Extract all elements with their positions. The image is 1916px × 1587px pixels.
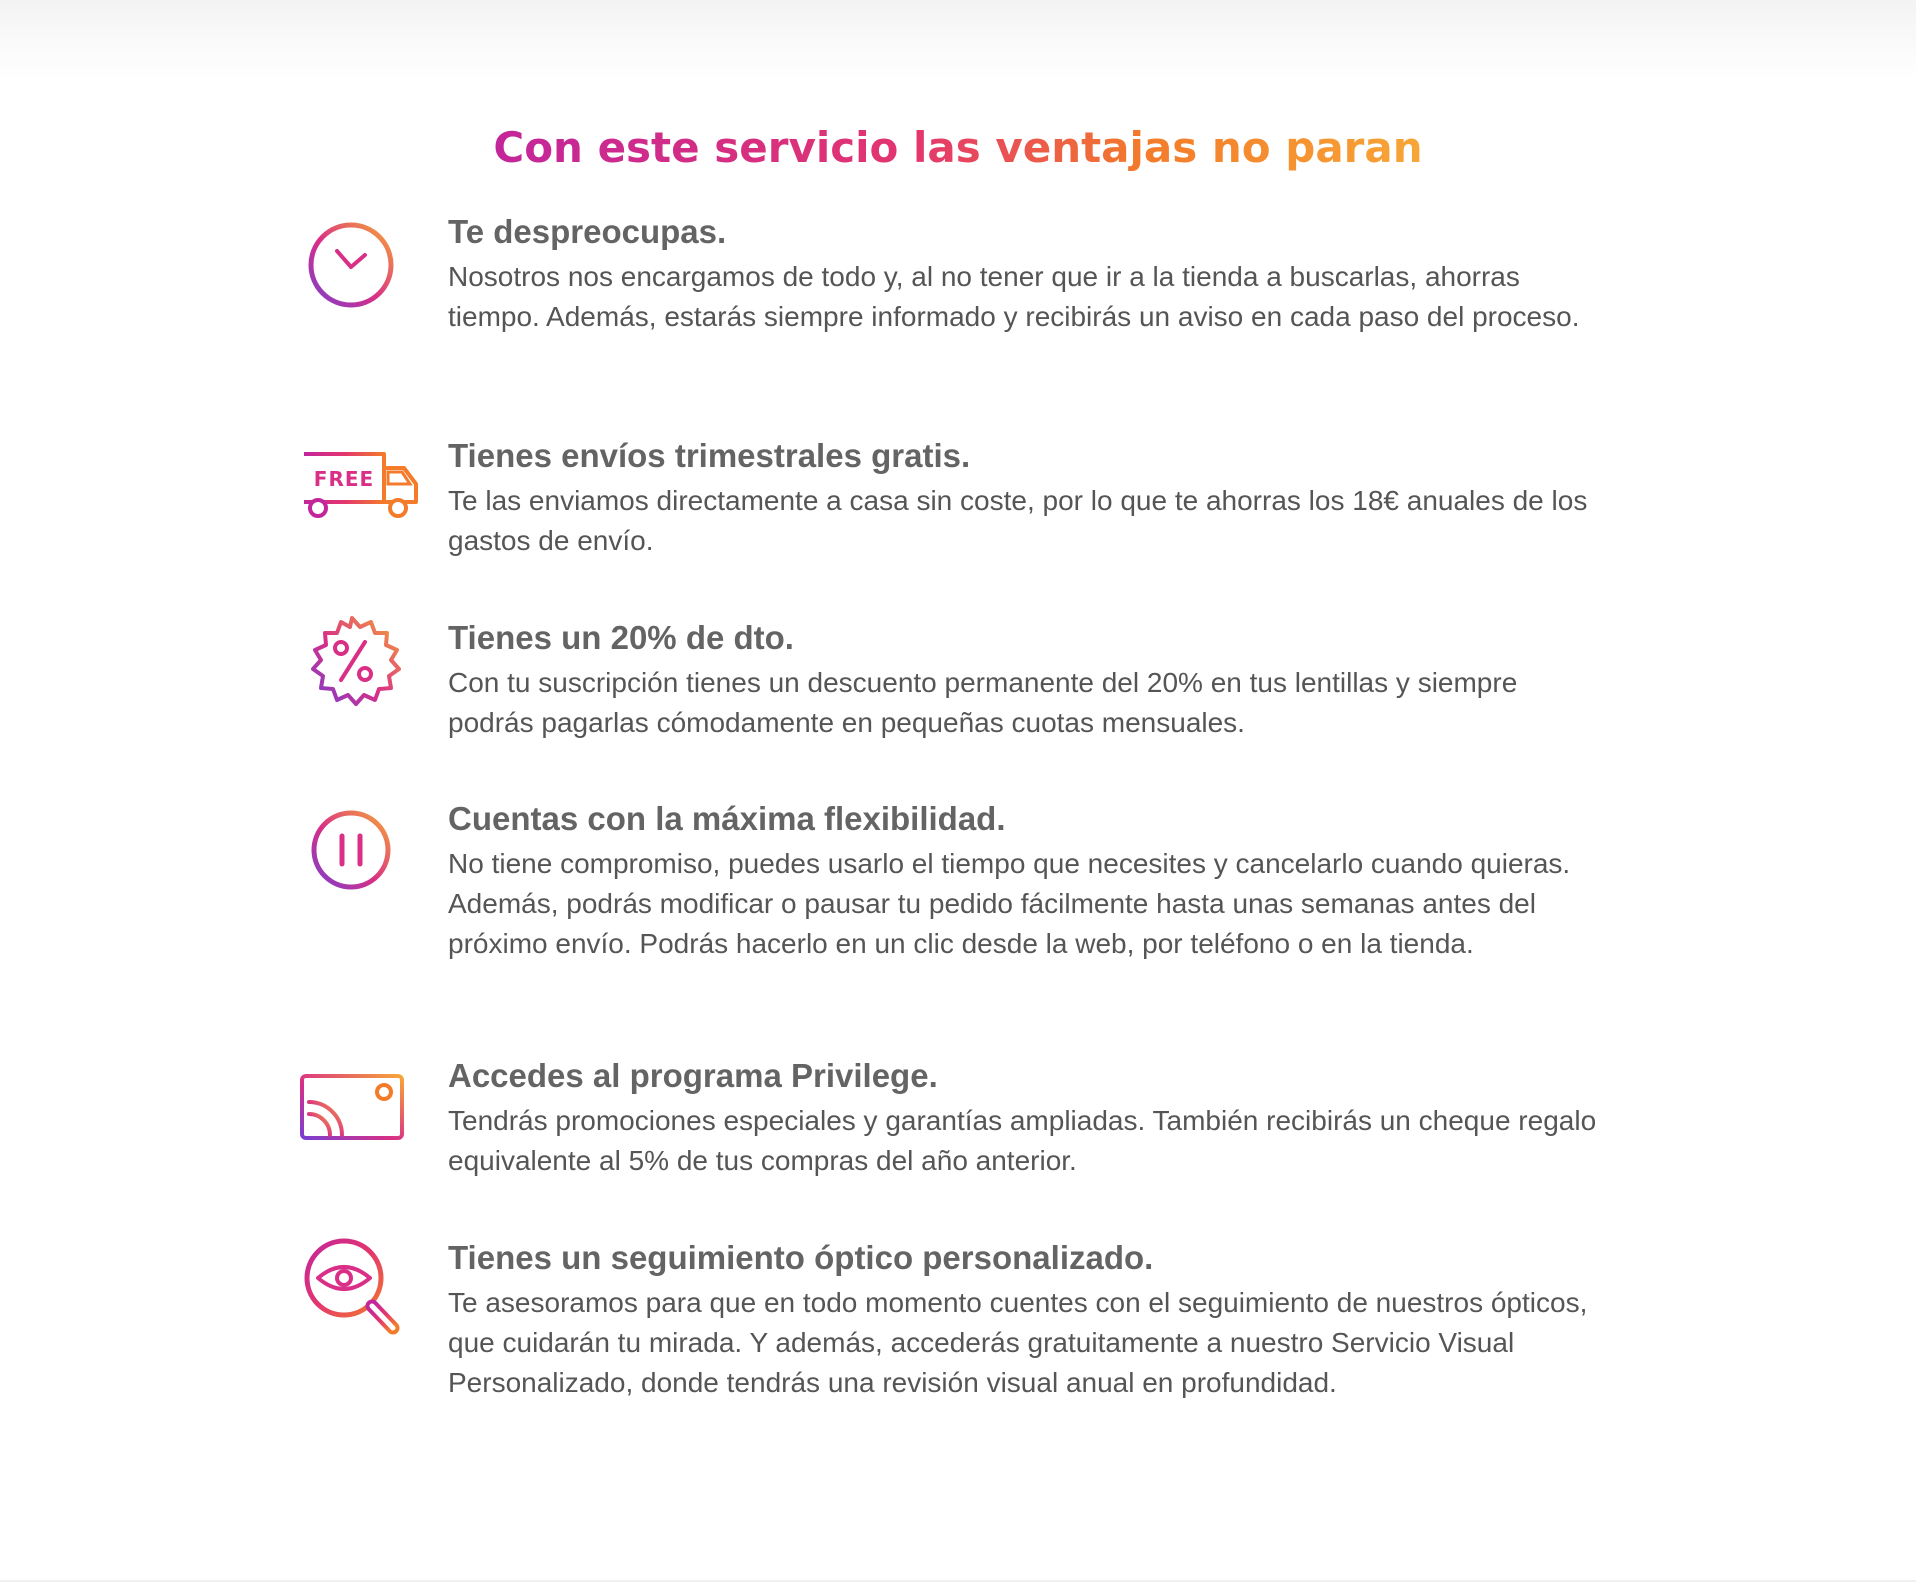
bottom-divider (0, 1580, 1916, 1582)
feature-heading: Accedes al programa Privilege. (448, 1057, 938, 1094)
clock-icon (255, 215, 455, 335)
feature-description: No tiene compromiso, puedes usarlo el tiempo que necesites y cancelarlo cuando quieras. Además, podrás modificar o pausar tu pedido fácilmente hasta unas semanas antes del próximo envío. Podrás hacerlo en un clic desde la web, por teléfono o en la tienda. (448, 848, 1571, 959)
feature-text (448, 797, 1608, 964)
feature-text (448, 616, 1608, 743)
feature-text (448, 1054, 1608, 1181)
feature-text (448, 1236, 1608, 1403)
section-title-text: Con este servicio las ventajas no paran (493, 123, 1423, 173)
feature-description: Te las enviamos directamente a casa sin coste, por lo que te ahorras los 18€ anuales de los gastos de envío. (448, 485, 1588, 556)
free-delivery-truck-icon (260, 446, 460, 566)
eye-magnifier-icon (255, 1236, 455, 1356)
section-title (0, 120, 1916, 176)
free-label: FREE (313, 467, 375, 491)
feature-heading: Cuentas con la máxima flexibilidad. (448, 800, 1006, 837)
pause-icon (255, 810, 455, 930)
feature-heading: Tienes un seguimiento óptico personalizado. (448, 1239, 1154, 1276)
feature-heading: Te despreocupas. (448, 213, 727, 250)
feature-description: Nosotros nos encargamos de todo y, al no tener que ir a la tienda a buscarlas, ahorras tiempo. Además, estarás siempre informado y recibirás un aviso en cada paso del proceso. (448, 261, 1580, 332)
feature-heading: Tienes envíos trimestrales gratis. (448, 437, 971, 474)
feature-description: Con tu suscripción tienes un descuento permanente del 20% en tus lentillas y siempre podrás pagarlas cómodamente en pequeñas cuotas mensuales. (448, 667, 1518, 738)
feature-text (448, 210, 1608, 337)
feature-text (448, 434, 1608, 561)
feature-heading: Tienes un 20% de dto. (448, 619, 794, 656)
privilege-card-icon (255, 1072, 455, 1192)
feature-description: Te asesoramos para que en todo momento cuentes con el seguimiento de nuestros ópticos, que cuidarán tu mirada. Y además, accederás gratuitamente a nuestro Servicio Visual Personalizado, donde tendrás una revisión visual anual en profundidad. (448, 1287, 1588, 1398)
percent-badge-icon (255, 616, 455, 736)
feature-description: Tendrás promociones especiales y garantías ampliadas. También recibirás un cheque regalo equivalente al 5% de tus compras del año anterior. (448, 1105, 1597, 1176)
